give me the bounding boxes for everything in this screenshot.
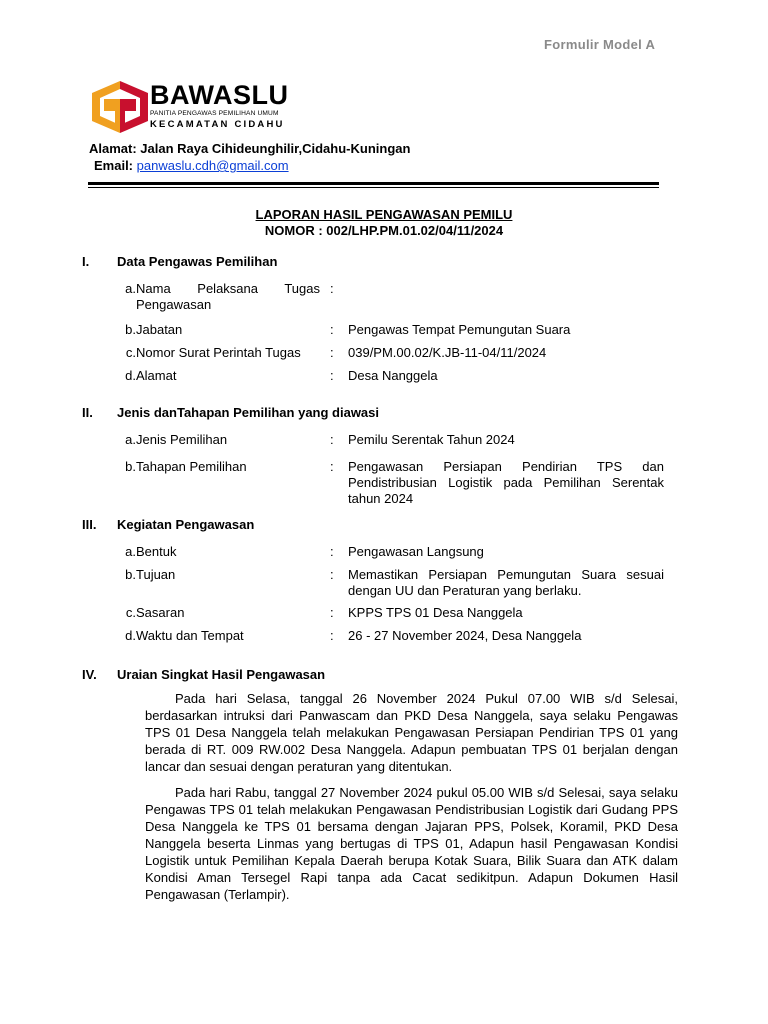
section-1-title: Data Pengawas Pemilihan	[117, 254, 278, 269]
item-label: Alamat	[136, 368, 177, 383]
item-label: Jabatan	[136, 322, 183, 337]
item-colon: :	[330, 345, 334, 360]
document-title: LAPORAN HASIL PENGAWASAN PEMILU	[255, 207, 513, 222]
section-2-title: Jenis danTahapan Pemilihan yang diawasi	[117, 405, 380, 420]
item-colon: :	[330, 432, 334, 447]
header-rule-thin	[88, 187, 659, 188]
item-letter: d.	[125, 368, 136, 383]
form-model-label: Formulir Model A	[544, 37, 656, 52]
email-link[interactable]: panwaslu.cdh@gmail.com	[136, 158, 289, 173]
item-value: Pengawasan Langsung	[348, 544, 484, 559]
item-value: Pengawas Tempat Pemungutan Suara	[348, 322, 571, 337]
item-value: 26 - 27 November 2024, Desa Nanggela	[348, 628, 582, 643]
item-label: Jenis Pemilihan	[136, 432, 228, 447]
item-label: Tujuan	[136, 567, 176, 582]
item-label: Nama Pelaksana Tugas Pengawasan	[136, 281, 320, 312]
item-letter: c.	[125, 605, 136, 620]
item-value: Pemilu Serentak Tahun 2024	[348, 432, 515, 447]
report-paragraph-2: Pada hari Rabu, tanggal 27 November 2024 pukul 05.00 WIB s/d Selesai, saya selaku Pengawas TPS 01 telah melakukan Pengawasan Pendistribusian Logistik dari Gudang PPS Desa Nanggela ke TPS 01 bersama dengan Jajaran PPS, Polsek, Koramil, PKD Desa Nanggela beserta Linmas yang bertugas di TPS 01, Adapun hasil Pengawasan Kondisi Logistik untuk Pemilihan Kepala Daerah berupa Kotak Suara, Bilik Suara dan ATK dalam Kondisi Aman Tersegel Rapi tanpa ada Cacat sedikitpun. Adapun Dokumen Hasil Pengawasan (Terlampir).	[145, 785, 678, 902]
item-colon: :	[330, 368, 334, 383]
section-4-number: IV.	[82, 667, 97, 682]
brand-subtitle-1: PANITIA PENGAWAS PEMILIHAN UMUM	[150, 110, 279, 117]
item-label: Tahapan Pemilihan	[136, 459, 247, 474]
brand-name: BAWASLU	[150, 80, 289, 110]
item-letter: b.	[125, 567, 136, 582]
item-value: KPPS TPS 01 Desa Nanggela	[348, 605, 523, 620]
email-label: Email:	[94, 158, 134, 173]
report-paragraph-1: Pada hari Selasa, tanggal 26 November 2024 Pukul 07.00 WIB s/d Selesai, berdasarkan intruksi dari Panwascam dan PKD Desa Nanggela, saya selaku Pengawas TPS 01 Desa Nanggela telah melakukan Pengawasan Persiapan Pendirian TPS 01 yang berada di RT. 009 RW.002 Desa Nanggela. Adapun pembuatan TPS 01 berjalan dengan lancar dan sesuai dengan peraturan yang ditentukan.	[145, 691, 678, 774]
item-label: Waktu dan Tempat	[136, 628, 244, 643]
item-colon: :	[330, 567, 334, 582]
address-line: Alamat: Jalan Raya Cihideunghilir,Cidahu-Kuningan	[89, 141, 411, 156]
section-4-title: Uraian Singkat Hasil Pengawasan	[117, 667, 326, 682]
email-line	[94, 157, 289, 174]
item-letter: a.	[125, 544, 136, 559]
item-colon: :	[330, 628, 334, 643]
item-colon: :	[330, 281, 334, 296]
item-value: Pengawasan Persiapan Pendirian TPS dan Pendistribusian Logistik pada Pemilihan Serentak tahun 2024	[348, 459, 664, 506]
item-letter: c.	[125, 345, 136, 360]
item-letter: a.	[125, 432, 136, 447]
item-letter: b.	[125, 322, 136, 337]
item-colon: :	[330, 459, 334, 474]
section-3-number: III.	[82, 517, 97, 532]
header-rule-thick	[88, 182, 659, 185]
item-value: Desa Nanggela	[348, 368, 438, 383]
item-label: Bentuk	[136, 544, 177, 559]
bawaslu-logo	[90, 79, 150, 135]
section-2-number: II.	[82, 405, 93, 420]
item-colon: :	[330, 544, 334, 559]
item-letter: d.	[125, 628, 136, 643]
item-colon: :	[330, 322, 334, 337]
item-label: Nomor Surat Perintah Tugas	[136, 345, 301, 360]
document-number: NOMOR : 002/LHP.PM.01.02/04/11/2024	[264, 223, 504, 238]
brand-subtitle-2: KECAMATAN CIDAHU	[150, 119, 285, 130]
item-letter: b.	[125, 459, 136, 474]
item-value: 039/PM.00.02/K.JB-11-04/11/2024	[348, 345, 547, 360]
item-value: Memastikan Persiapan Pemungutan Suara sesuai dengan UU dan Peraturan yang berlaku.	[348, 567, 664, 598]
report-body	[145, 690, 678, 912]
item-label: Sasaran	[136, 605, 185, 620]
item-colon: :	[330, 605, 334, 620]
item-letter: a.	[125, 281, 136, 296]
section-1-number: I.	[82, 254, 90, 269]
section-3-title: Kegiatan Pengawasan	[117, 517, 255, 532]
